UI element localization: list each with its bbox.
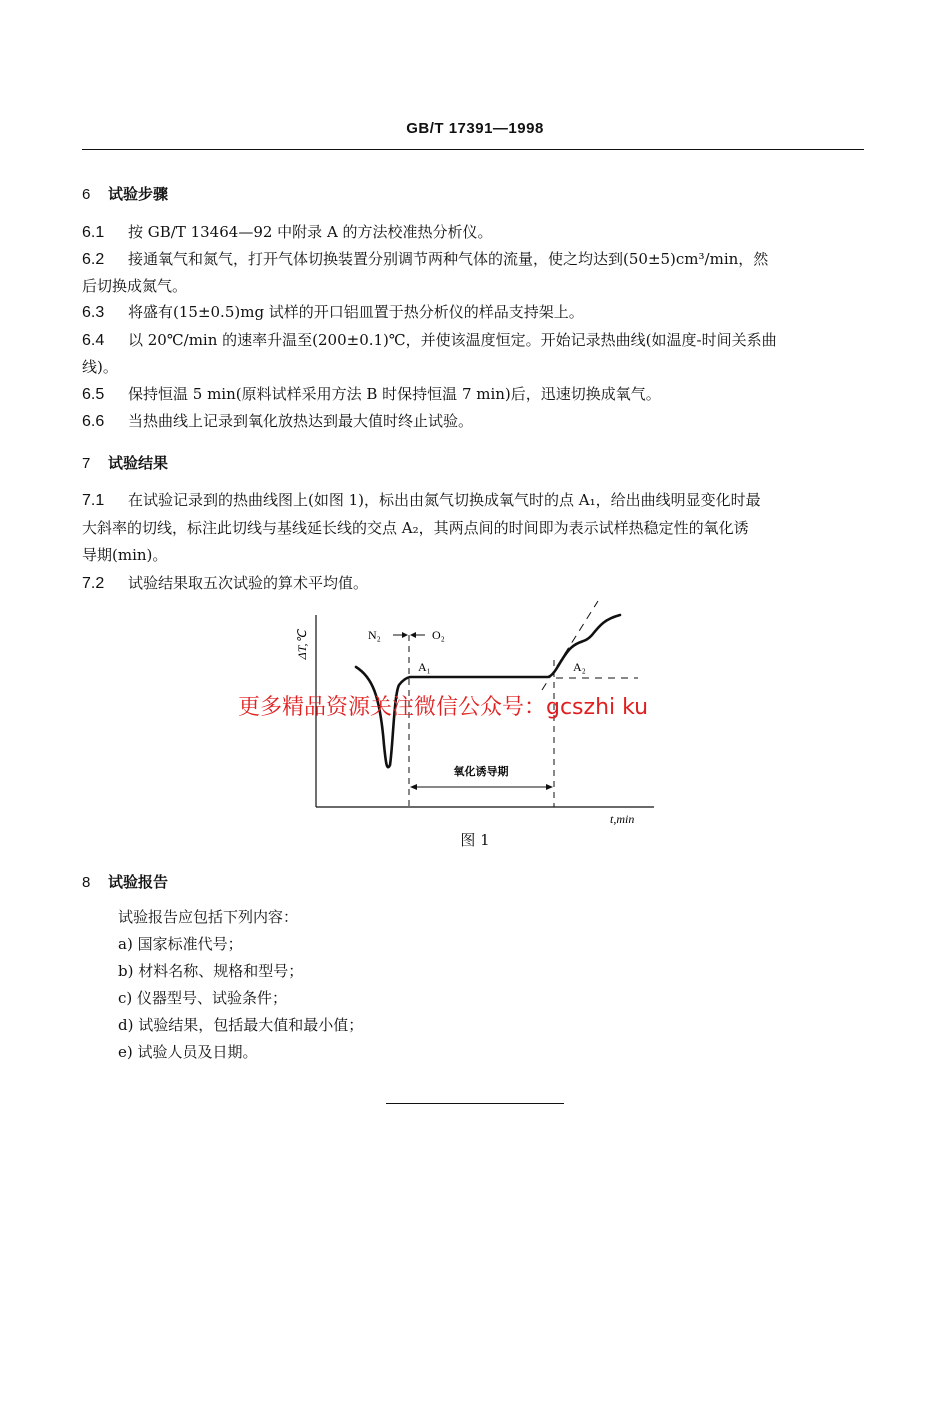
section-7-title: 试验结果 xyxy=(108,454,169,472)
section-7-heading xyxy=(82,452,168,473)
induction-period-label: 氧化诱导期 xyxy=(453,765,509,778)
x-axis-label: t,min xyxy=(610,812,635,826)
clause-text: 在试验记录到的热曲线图上(如图 1)，标出由氮气切换成氧气时的点 A₁，给出曲线明显变化时最 xyxy=(128,491,761,509)
n2-arrowhead xyxy=(402,632,408,638)
clause-text: 将盛有(15±0.5)mg 试样的开口铝皿置于热分析仪的样品支持架上。 xyxy=(128,303,584,321)
label-a1: A₁ xyxy=(418,660,431,674)
clause-6-4 xyxy=(82,326,864,355)
clause-text: 按 GB/T 13464—92 中附录 A 的方法校准热分析仪。 xyxy=(128,223,493,241)
clause-text: 当热曲线上记录到氧化放热达到最大值时终止试验。 xyxy=(128,412,474,430)
page-header-standard-number: GB/T 17391—1998 xyxy=(406,120,544,137)
report-item-e: e) 试验人员及日期。 xyxy=(118,1043,258,1061)
section-8-title: 试验报告 xyxy=(108,873,169,891)
clause-7-2 xyxy=(82,569,864,598)
end-rule xyxy=(386,1103,564,1104)
report-item-a: a) 国家标准代号； xyxy=(118,935,243,953)
figure-caption: 图 1 xyxy=(460,831,490,849)
clause-number: 7.1 xyxy=(82,492,105,509)
section-7-number: 7 xyxy=(82,455,91,472)
report-item-c: c) 仪器型号、试验条件； xyxy=(118,989,288,1007)
clause-7-1-continued-2: 导期(min)。 xyxy=(82,546,168,564)
y-axis-label: ΔT,℃ xyxy=(295,630,309,660)
clause-number: 6.2 xyxy=(82,251,105,268)
watermark-text: 更多精品资源关注微信公众号：gcszhi ku xyxy=(238,695,649,720)
clause-number: 6.6 xyxy=(82,413,105,430)
clause-number: 6.4 xyxy=(82,332,105,349)
clause-text: 保持恒温 5 min(原料试样采用方法 B 时保持恒温 7 min)后，迅速切换成氧气。 xyxy=(128,385,661,403)
clause-6-6 xyxy=(82,407,864,436)
clause-number: 7.2 xyxy=(82,575,105,592)
section-8-number: 8 xyxy=(82,874,91,891)
induction-arrow-left xyxy=(410,784,417,790)
clause-text: 接通氧气和氮气，打开气体切换装置分别调节两种气体的流量，使之均达到(50±5)cm³/min，然 xyxy=(128,250,769,268)
clause-number: 6.5 xyxy=(82,386,105,403)
report-item-b: b) 材料名称、规格和型号； xyxy=(118,962,304,980)
section-8-heading xyxy=(82,871,168,892)
section-6-number: 6 xyxy=(82,186,91,203)
section-6-title: 试验步骤 xyxy=(108,185,169,203)
label-o2: O₂ xyxy=(432,628,445,642)
label-a2: A₂ xyxy=(573,660,586,674)
clause-6-1 xyxy=(82,218,864,247)
clause-6-4-continued: 线)。 xyxy=(82,358,118,376)
label-n2: N₂ xyxy=(368,628,381,642)
clause-7-1 xyxy=(82,486,864,515)
clause-text: 试验结果取五次试验的算术平均值。 xyxy=(128,574,369,592)
clause-7-1-continued: 大斜率的切线，标注此切线与基线延长线的交点 A₂，其两点间的时间即为表示试样热稳定性的氧化诱 xyxy=(82,519,749,537)
clause-6-3 xyxy=(82,298,864,327)
report-item-d: d) 试验结果，包括最大值和最小值； xyxy=(118,1016,364,1034)
section-6-heading xyxy=(82,183,168,204)
header-rule xyxy=(82,149,864,150)
clause-number: 6.3 xyxy=(82,304,105,321)
report-intro: 试验报告应包括下列内容： xyxy=(118,908,299,926)
induction-arrow-right xyxy=(546,784,553,790)
clause-6-2 xyxy=(82,245,864,274)
clause-6-5 xyxy=(82,380,864,409)
clause-6-2-continued: 后切换成氮气。 xyxy=(82,277,188,295)
o2-arrowhead xyxy=(410,632,416,638)
clause-number: 6.1 xyxy=(82,224,105,241)
clause-text: 以 20℃/min 的速率升温至(200±0.1)℃，并使该温度恒定。开始记录热曲线(如温度-时间关系曲 xyxy=(128,331,777,349)
